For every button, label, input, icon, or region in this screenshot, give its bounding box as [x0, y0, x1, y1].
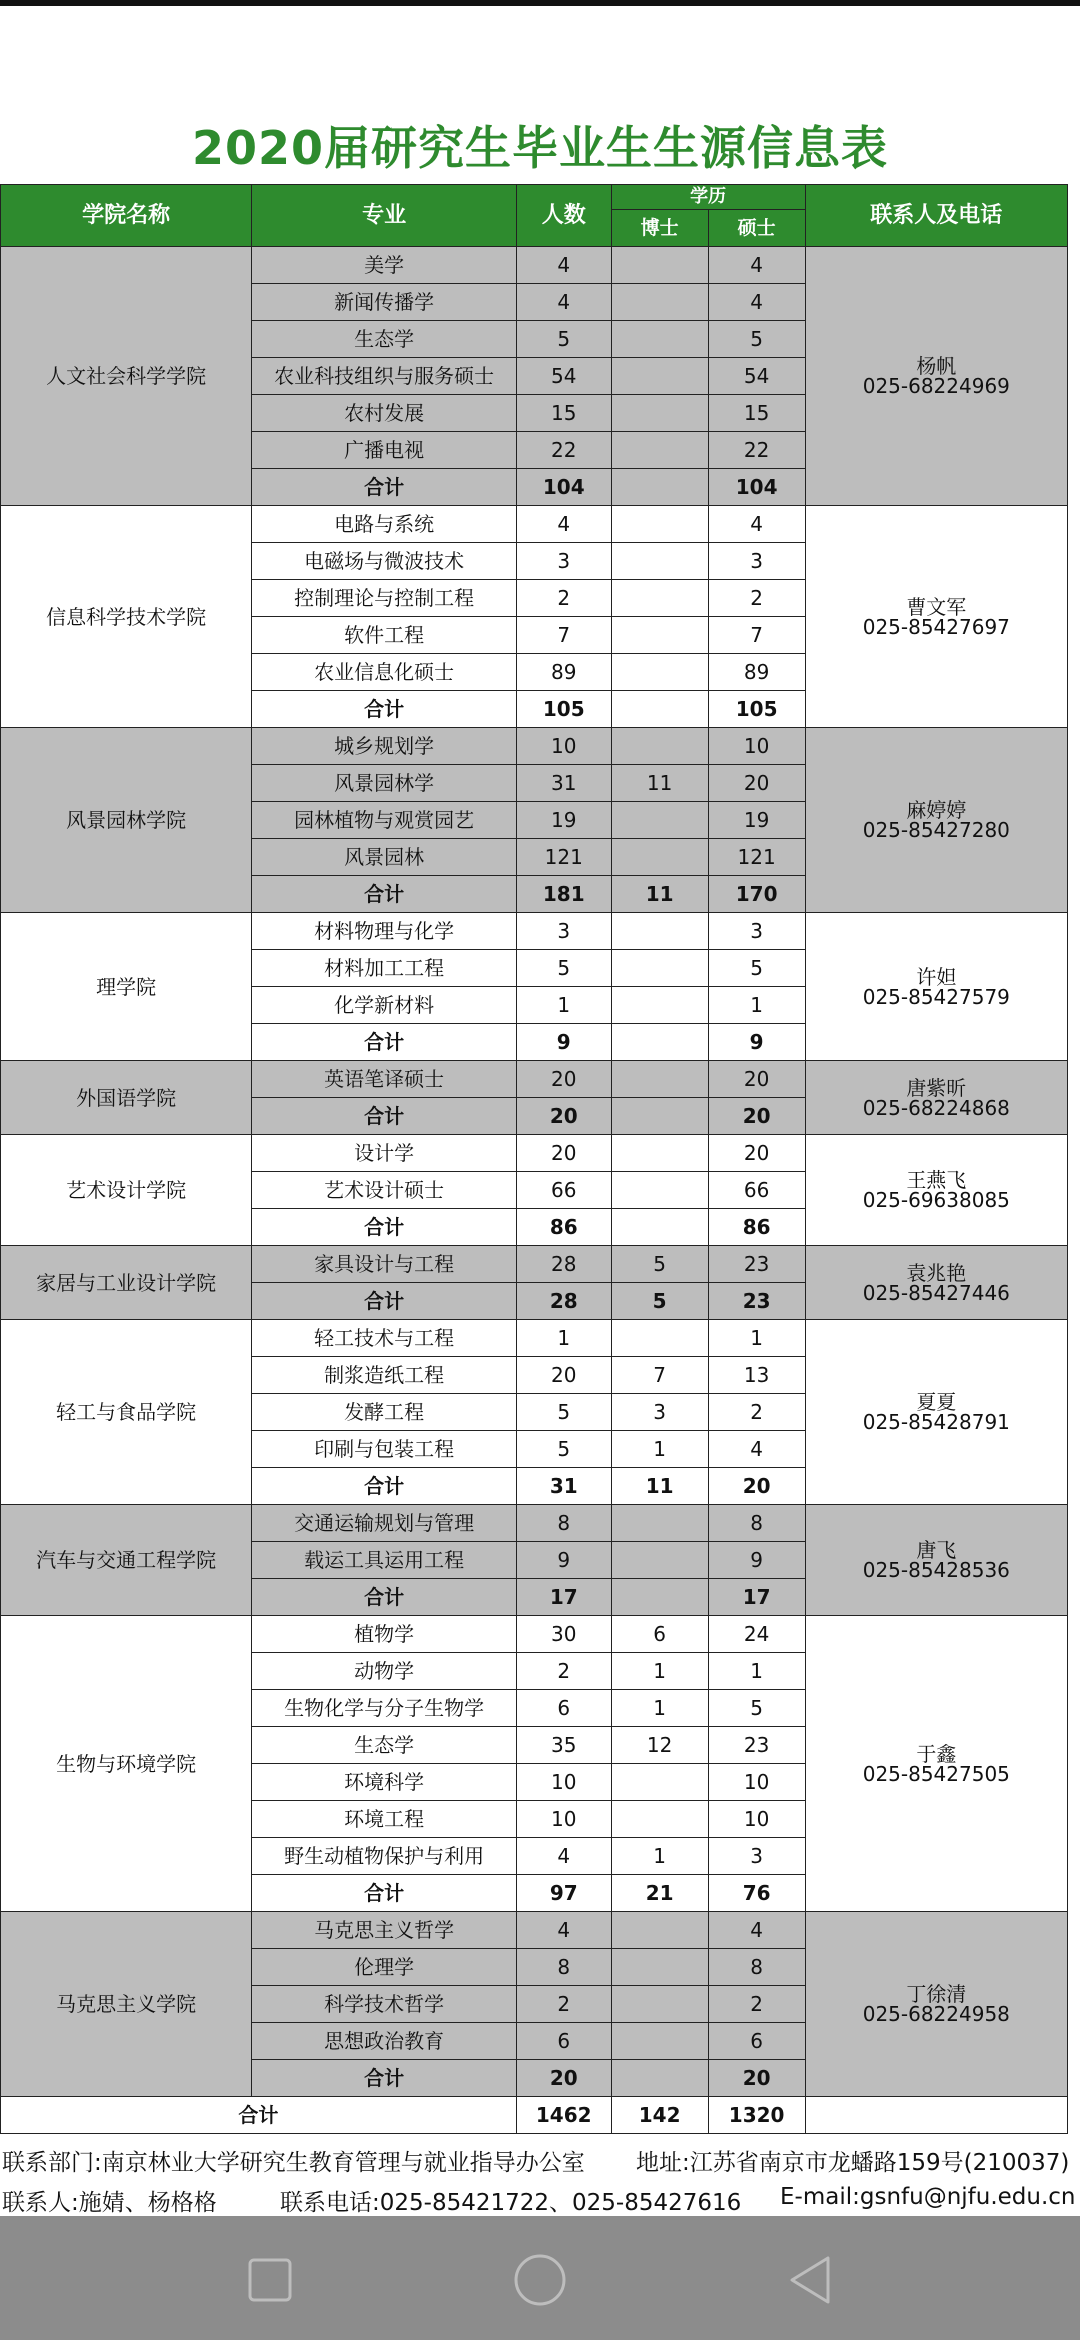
cell-master: 105	[708, 691, 805, 728]
cell-count: 20	[516, 1061, 611, 1098]
cell-major: 制浆造纸工程	[252, 1357, 517, 1394]
cell-master: 66	[708, 1172, 805, 1209]
col-header-major: 专业	[252, 185, 517, 247]
cell-major: 印刷与包装工程	[252, 1431, 517, 1468]
cell-count: 4	[516, 247, 611, 284]
table-row	[1, 1912, 1068, 1949]
cell-master: 3	[708, 543, 805, 580]
cell-phd	[611, 395, 708, 432]
cell-phd	[611, 728, 708, 765]
college-name: 理学院	[1, 913, 252, 1061]
table-row	[1, 506, 1068, 543]
grand-total-label: 合计	[1, 2097, 517, 2134]
cell-count: 181	[516, 876, 611, 913]
cell-master: 19	[708, 802, 805, 839]
cell-count: 31	[516, 765, 611, 802]
col-header-college: 学院名称	[1, 185, 252, 247]
contact-phone[interactable]: 025-85428791	[862, 1410, 1010, 1434]
col-header-master: 硕士	[708, 210, 805, 247]
navigation-bar	[0, 2216, 1080, 2340]
college-name: 人文社会科学学院	[1, 247, 252, 506]
cell-major: 科学技术哲学	[252, 1986, 517, 2023]
contact-name: 于鑫	[916, 1741, 957, 1766]
cell-phd	[611, 1764, 708, 1801]
footer-phones: 联系电话:025-85421722、025-85427616	[280, 2190, 742, 2216]
cell-master: 6	[708, 2023, 805, 2060]
college-name: 信息科学技术学院	[1, 506, 252, 728]
table-row	[1, 1616, 1068, 1653]
cell-major: 电磁场与微波技术	[252, 543, 517, 580]
col-header-phd: 博士	[611, 210, 708, 247]
cell-count: 19	[516, 802, 611, 839]
cell-phd	[611, 1320, 708, 1357]
cell-phd: 5	[611, 1246, 708, 1283]
cell-phd: 11	[611, 1468, 708, 1505]
cell-phd	[611, 1024, 708, 1061]
cell-count: 28	[516, 1246, 611, 1283]
contact-phone[interactable]: 025-85427446	[862, 1280, 1010, 1305]
cell-count: 10	[516, 1801, 611, 1838]
cell-major: 合计	[252, 691, 517, 728]
cell-master: 24	[708, 1616, 805, 1653]
cell-phd	[611, 913, 708, 950]
contact-name: 许妲	[916, 964, 957, 989]
contact-cell	[805, 506, 1067, 728]
cell-major: 思想政治教育	[252, 2023, 517, 2060]
cell-count: 15	[516, 395, 611, 432]
college-name: 轻工与食品学院	[1, 1320, 252, 1505]
cell-count: 10	[516, 728, 611, 765]
cell-master: 4	[708, 247, 805, 284]
cell-master: 4	[708, 1431, 805, 1468]
cell-major: 合计	[252, 876, 517, 913]
cell-count: 9	[516, 1542, 611, 1579]
cell-master: 4	[708, 506, 805, 543]
cell-phd: 1	[611, 1690, 708, 1727]
cell-master: 23	[708, 1727, 805, 1764]
footer-people: 联系人:施婧、杨格格	[2, 2190, 217, 2216]
cell-count: 2	[516, 580, 611, 617]
cell-major: 农业科技组织与服务硕士	[252, 358, 517, 395]
cell-phd	[611, 617, 708, 654]
contact-phone[interactable]: 025-68224868	[862, 1095, 1010, 1120]
cell-phd	[611, 580, 708, 617]
cell-master: 20	[708, 1135, 805, 1172]
cell-major: 环境科学	[252, 1764, 517, 1801]
cell-major: 新闻传播学	[252, 284, 517, 321]
contact-phone[interactable]: 025-85427697	[862, 614, 1010, 639]
cell-major: 农业信息化硕士	[252, 654, 517, 691]
cell-phd: 5	[611, 1283, 708, 1320]
cell-phd: 7	[611, 1357, 708, 1394]
cell-major: 合计	[252, 2060, 517, 2097]
cell-phd	[611, 654, 708, 691]
college-name: 马克思主义学院	[1, 1912, 252, 2097]
cell-major: 英语笔译硕士	[252, 1061, 517, 1098]
cell-phd: 1	[611, 1431, 708, 1468]
college-name: 外国语学院	[1, 1061, 252, 1135]
cell-phd	[611, 1801, 708, 1838]
cell-major: 生态学	[252, 321, 517, 358]
cell-major: 设计学	[252, 1135, 517, 1172]
cell-major: 合计	[252, 1283, 517, 1320]
cell-major: 艺术设计硕士	[252, 1172, 517, 1209]
cell-phd: 11	[611, 765, 708, 802]
cell-major: 环境工程	[252, 1801, 517, 1838]
cell-count: 1	[516, 1320, 611, 1357]
cell-phd: 12	[611, 1727, 708, 1764]
table-row	[1, 1246, 1068, 1283]
contact-cell	[805, 1246, 1067, 1320]
cell-master: 9	[708, 1542, 805, 1579]
grand-total-count: 1462	[516, 2097, 611, 2134]
cell-major: 广播电视	[252, 432, 517, 469]
cell-master: 4	[708, 1912, 805, 1949]
cell-master: 23	[708, 1246, 805, 1283]
cell-count: 20	[516, 2060, 611, 2097]
college-name: 艺术设计学院	[1, 1135, 252, 1246]
grand-total-master: 1320	[708, 2097, 805, 2134]
contact-name: 唐紫昕	[906, 1075, 967, 1100]
circle-icon[interactable]	[512, 2252, 568, 2308]
page-title: 2020届研究生毕业生生源信息表	[191, 121, 889, 175]
cell-phd	[611, 432, 708, 469]
cell-master: 8	[708, 1949, 805, 1986]
contact-name: 麻婷婷	[906, 798, 967, 822]
cell-phd	[611, 543, 708, 580]
cell-master: 20	[708, 1098, 805, 1135]
cell-master: 4	[708, 284, 805, 321]
contact-cell	[805, 1912, 1067, 2097]
cell-count: 97	[516, 1875, 611, 1912]
cell-phd	[611, 2060, 708, 2097]
cell-major: 园林植物与观赏园艺	[252, 802, 517, 839]
cell-phd	[611, 2023, 708, 2060]
contact-cell	[805, 247, 1067, 506]
cell-major: 交通运输规划与管理	[252, 1505, 517, 1542]
cell-major: 城乡规划学	[252, 728, 517, 765]
cell-major: 马克思主义哲学	[252, 1912, 517, 1949]
contact-phone[interactable]: 025-85428536	[862, 1558, 1010, 1582]
cell-master: 13	[708, 1357, 805, 1394]
cell-count: 86	[516, 1209, 611, 1246]
cell-count: 4	[516, 1838, 611, 1875]
cell-count: 104	[516, 469, 611, 506]
footer-address: 地址:江苏省南京市龙蟠路159号(210037)	[636, 2150, 1070, 2176]
contact-name: 丁徐清	[906, 1982, 967, 2006]
cell-count: 5	[516, 321, 611, 358]
cell-major: 化学新材料	[252, 987, 517, 1024]
contact-phone[interactable]: 025-85427280	[862, 818, 1010, 842]
cell-phd	[611, 950, 708, 987]
cell-phd	[611, 1579, 708, 1616]
cell-master: 1	[708, 1653, 805, 1690]
cell-major: 控制理论与控制工程	[252, 580, 517, 617]
cell-count: 3	[516, 543, 611, 580]
cell-major: 材料加工工程	[252, 950, 517, 987]
cell-master: 10	[708, 1801, 805, 1838]
grand-total-phd: 142	[611, 2097, 708, 2134]
cell-master: 89	[708, 654, 805, 691]
cell-phd	[611, 1098, 708, 1135]
contact-phone[interactable]: 025-69638085	[862, 1188, 1010, 1212]
contact-phone[interactable]: 025-85427579	[862, 984, 1010, 1009]
cell-count: 89	[516, 654, 611, 691]
cell-master: 20	[708, 1061, 805, 1098]
cell-master: 54	[708, 358, 805, 395]
cell-master: 23	[708, 1283, 805, 1320]
cell-count: 10	[516, 1764, 611, 1801]
cell-count: 5	[516, 950, 611, 987]
grand-total-row	[1, 2097, 1068, 2134]
cell-count: 17	[516, 1579, 611, 1616]
cell-master: 9	[708, 1024, 805, 1061]
contact-phone[interactable]: 025-68224958	[862, 2002, 1010, 2026]
grand-total-empty	[805, 2097, 1067, 2134]
cell-major: 合计	[252, 1875, 517, 1912]
cell-major: 合计	[252, 469, 517, 506]
cell-major: 电路与系统	[252, 506, 517, 543]
cell-count: 9	[516, 1024, 611, 1061]
cell-master: 7	[708, 617, 805, 654]
cell-master: 104	[708, 469, 805, 506]
cell-count: 7	[516, 617, 611, 654]
cell-major: 软件工程	[252, 617, 517, 654]
cell-master: 1	[708, 987, 805, 1024]
cell-major: 载运工具运用工程	[252, 1542, 517, 1579]
cell-master: 3	[708, 1838, 805, 1875]
cell-master: 20	[708, 1468, 805, 1505]
college-name: 家居与工业设计学院	[1, 1246, 252, 1320]
cell-master: 22	[708, 432, 805, 469]
cell-count: 2	[516, 1653, 611, 1690]
contact-cell	[805, 913, 1067, 1061]
cell-master: 2	[708, 580, 805, 617]
contact-name: 王燕飞	[906, 1168, 967, 1192]
cell-master: 5	[708, 321, 805, 358]
table-row	[1, 1061, 1068, 1098]
cell-phd	[611, 839, 708, 876]
cell-phd: 6	[611, 1616, 708, 1653]
cell-count: 20	[516, 1357, 611, 1394]
contact-name: 杨帆	[916, 354, 957, 378]
cell-major: 合计	[252, 1098, 517, 1135]
cell-count: 8	[516, 1505, 611, 1542]
cell-count: 4	[516, 1912, 611, 1949]
cell-master: 15	[708, 395, 805, 432]
cell-phd	[611, 284, 708, 321]
cell-master: 8	[708, 1505, 805, 1542]
cell-master: 86	[708, 1209, 805, 1246]
cell-major: 合计	[252, 1468, 517, 1505]
cell-master: 10	[708, 1764, 805, 1801]
contact-cell	[805, 728, 1067, 913]
col-header-count: 人数	[516, 185, 611, 247]
cell-major: 家具设计与工程	[252, 1246, 517, 1283]
source-table	[0, 184, 1068, 2134]
cell-major: 植物学	[252, 1616, 517, 1653]
triangle-back-icon[interactable]	[782, 2252, 838, 2308]
college-name: 生物与环境学院	[1, 1616, 252, 1912]
cell-count: 2	[516, 1986, 611, 2023]
cell-count: 1	[516, 987, 611, 1024]
cell-master: 10	[708, 728, 805, 765]
table-row	[1, 1135, 1068, 1172]
cell-master: 2	[708, 1986, 805, 2023]
cell-count: 54	[516, 358, 611, 395]
cell-major: 风景园林学	[252, 765, 517, 802]
col-header-contact: 联系人及电话	[805, 185, 1067, 247]
cell-count: 4	[516, 506, 611, 543]
contact-cell	[805, 1320, 1067, 1505]
footer-dept: 联系部门:南京林业大学研究生教育管理与就业指导办公室	[2, 2150, 585, 2176]
table-row	[1, 247, 1068, 284]
table-body	[1, 247, 1068, 2134]
cell-major: 生态学	[252, 1727, 517, 1764]
cell-phd	[611, 321, 708, 358]
cell-master: 170	[708, 876, 805, 913]
contact-phone[interactable]: 025-68224969	[862, 374, 1010, 398]
contact-name: 袁兆艳	[906, 1260, 967, 1285]
cell-phd	[611, 247, 708, 284]
cell-phd	[611, 1061, 708, 1098]
cell-count: 28	[516, 1283, 611, 1320]
cell-count: 105	[516, 691, 611, 728]
cell-phd: 1	[611, 1653, 708, 1690]
cell-count: 35	[516, 1727, 611, 1764]
cell-phd	[611, 1912, 708, 1949]
cell-phd	[611, 1542, 708, 1579]
cell-major: 农村发展	[252, 395, 517, 432]
cell-count: 6	[516, 2023, 611, 2060]
cell-master: 5	[708, 1690, 805, 1727]
cell-master: 2	[708, 1394, 805, 1431]
contact-phone[interactable]: 025-85427505	[862, 1761, 1010, 1786]
col-header-degree: 学历	[611, 185, 805, 210]
contact-cell	[805, 1505, 1067, 1616]
cell-major: 野生动植物保护与利用	[252, 1838, 517, 1875]
contact-name: 唐飞	[916, 1538, 957, 1562]
cell-phd: 21	[611, 1875, 708, 1912]
cell-phd	[611, 1172, 708, 1209]
cell-phd	[611, 469, 708, 506]
cell-master: 121	[708, 839, 805, 876]
cell-count: 8	[516, 1949, 611, 1986]
cell-major: 动物学	[252, 1653, 517, 1690]
cell-major: 合计	[252, 1209, 517, 1246]
cell-major: 风景园林	[252, 839, 517, 876]
cell-major: 合计	[252, 1579, 517, 1616]
cell-master: 3	[708, 913, 805, 950]
cell-phd: 1	[611, 1838, 708, 1875]
cell-phd	[611, 1986, 708, 2023]
cell-phd	[611, 1505, 708, 1542]
cell-count: 5	[516, 1431, 611, 1468]
cell-count: 20	[516, 1135, 611, 1172]
cell-major: 合计	[252, 1024, 517, 1061]
footer-email[interactable]: E-mail:gsnfu@njfu.edu.cn	[780, 2184, 1076, 2210]
cell-master: 1	[708, 1320, 805, 1357]
cell-count: 20	[516, 1098, 611, 1135]
contact-cell	[805, 1616, 1067, 1912]
table-row	[1, 1320, 1068, 1357]
cell-major: 生物化学与分子生物学	[252, 1690, 517, 1727]
contact-name: 曹文军	[906, 594, 967, 619]
cell-master: 76	[708, 1875, 805, 1912]
college-name: 风景园林学院	[1, 728, 252, 913]
cell-master: 17	[708, 1579, 805, 1616]
cell-phd	[611, 358, 708, 395]
college-name: 汽车与交通工程学院	[1, 1505, 252, 1616]
status-bar	[0, 0, 1080, 6]
cell-count: 121	[516, 839, 611, 876]
cell-phd: 3	[611, 1394, 708, 1431]
contact-cell	[805, 1061, 1067, 1135]
cell-count: 66	[516, 1172, 611, 1209]
cell-count: 22	[516, 432, 611, 469]
cell-phd	[611, 506, 708, 543]
cell-count: 6	[516, 1690, 611, 1727]
cell-major: 发酵工程	[252, 1394, 517, 1431]
cell-master: 20	[708, 765, 805, 802]
cell-master: 20	[708, 2060, 805, 2097]
contact-cell	[805, 1135, 1067, 1246]
cell-phd	[611, 1949, 708, 1986]
table-row	[1, 913, 1068, 950]
cell-phd	[611, 1135, 708, 1172]
cell-phd	[611, 987, 708, 1024]
cell-count: 4	[516, 284, 611, 321]
cell-count: 30	[516, 1616, 611, 1653]
cell-count: 3	[516, 913, 611, 950]
cell-phd	[611, 691, 708, 728]
cell-phd	[611, 802, 708, 839]
cell-major: 轻工技术与工程	[252, 1320, 517, 1357]
cell-phd: 11	[611, 876, 708, 913]
cell-phd	[611, 1209, 708, 1246]
cell-major: 伦理学	[252, 1949, 517, 1986]
table-row	[1, 1505, 1068, 1542]
cell-master: 5	[708, 950, 805, 987]
cell-major: 材料物理与化学	[252, 913, 517, 950]
table-row	[1, 728, 1068, 765]
contact-name: 夏夏	[916, 1390, 957, 1414]
cell-count: 5	[516, 1394, 611, 1431]
cell-count: 31	[516, 1468, 611, 1505]
cell-major: 美学	[252, 247, 517, 284]
square-icon[interactable]	[242, 2252, 298, 2308]
